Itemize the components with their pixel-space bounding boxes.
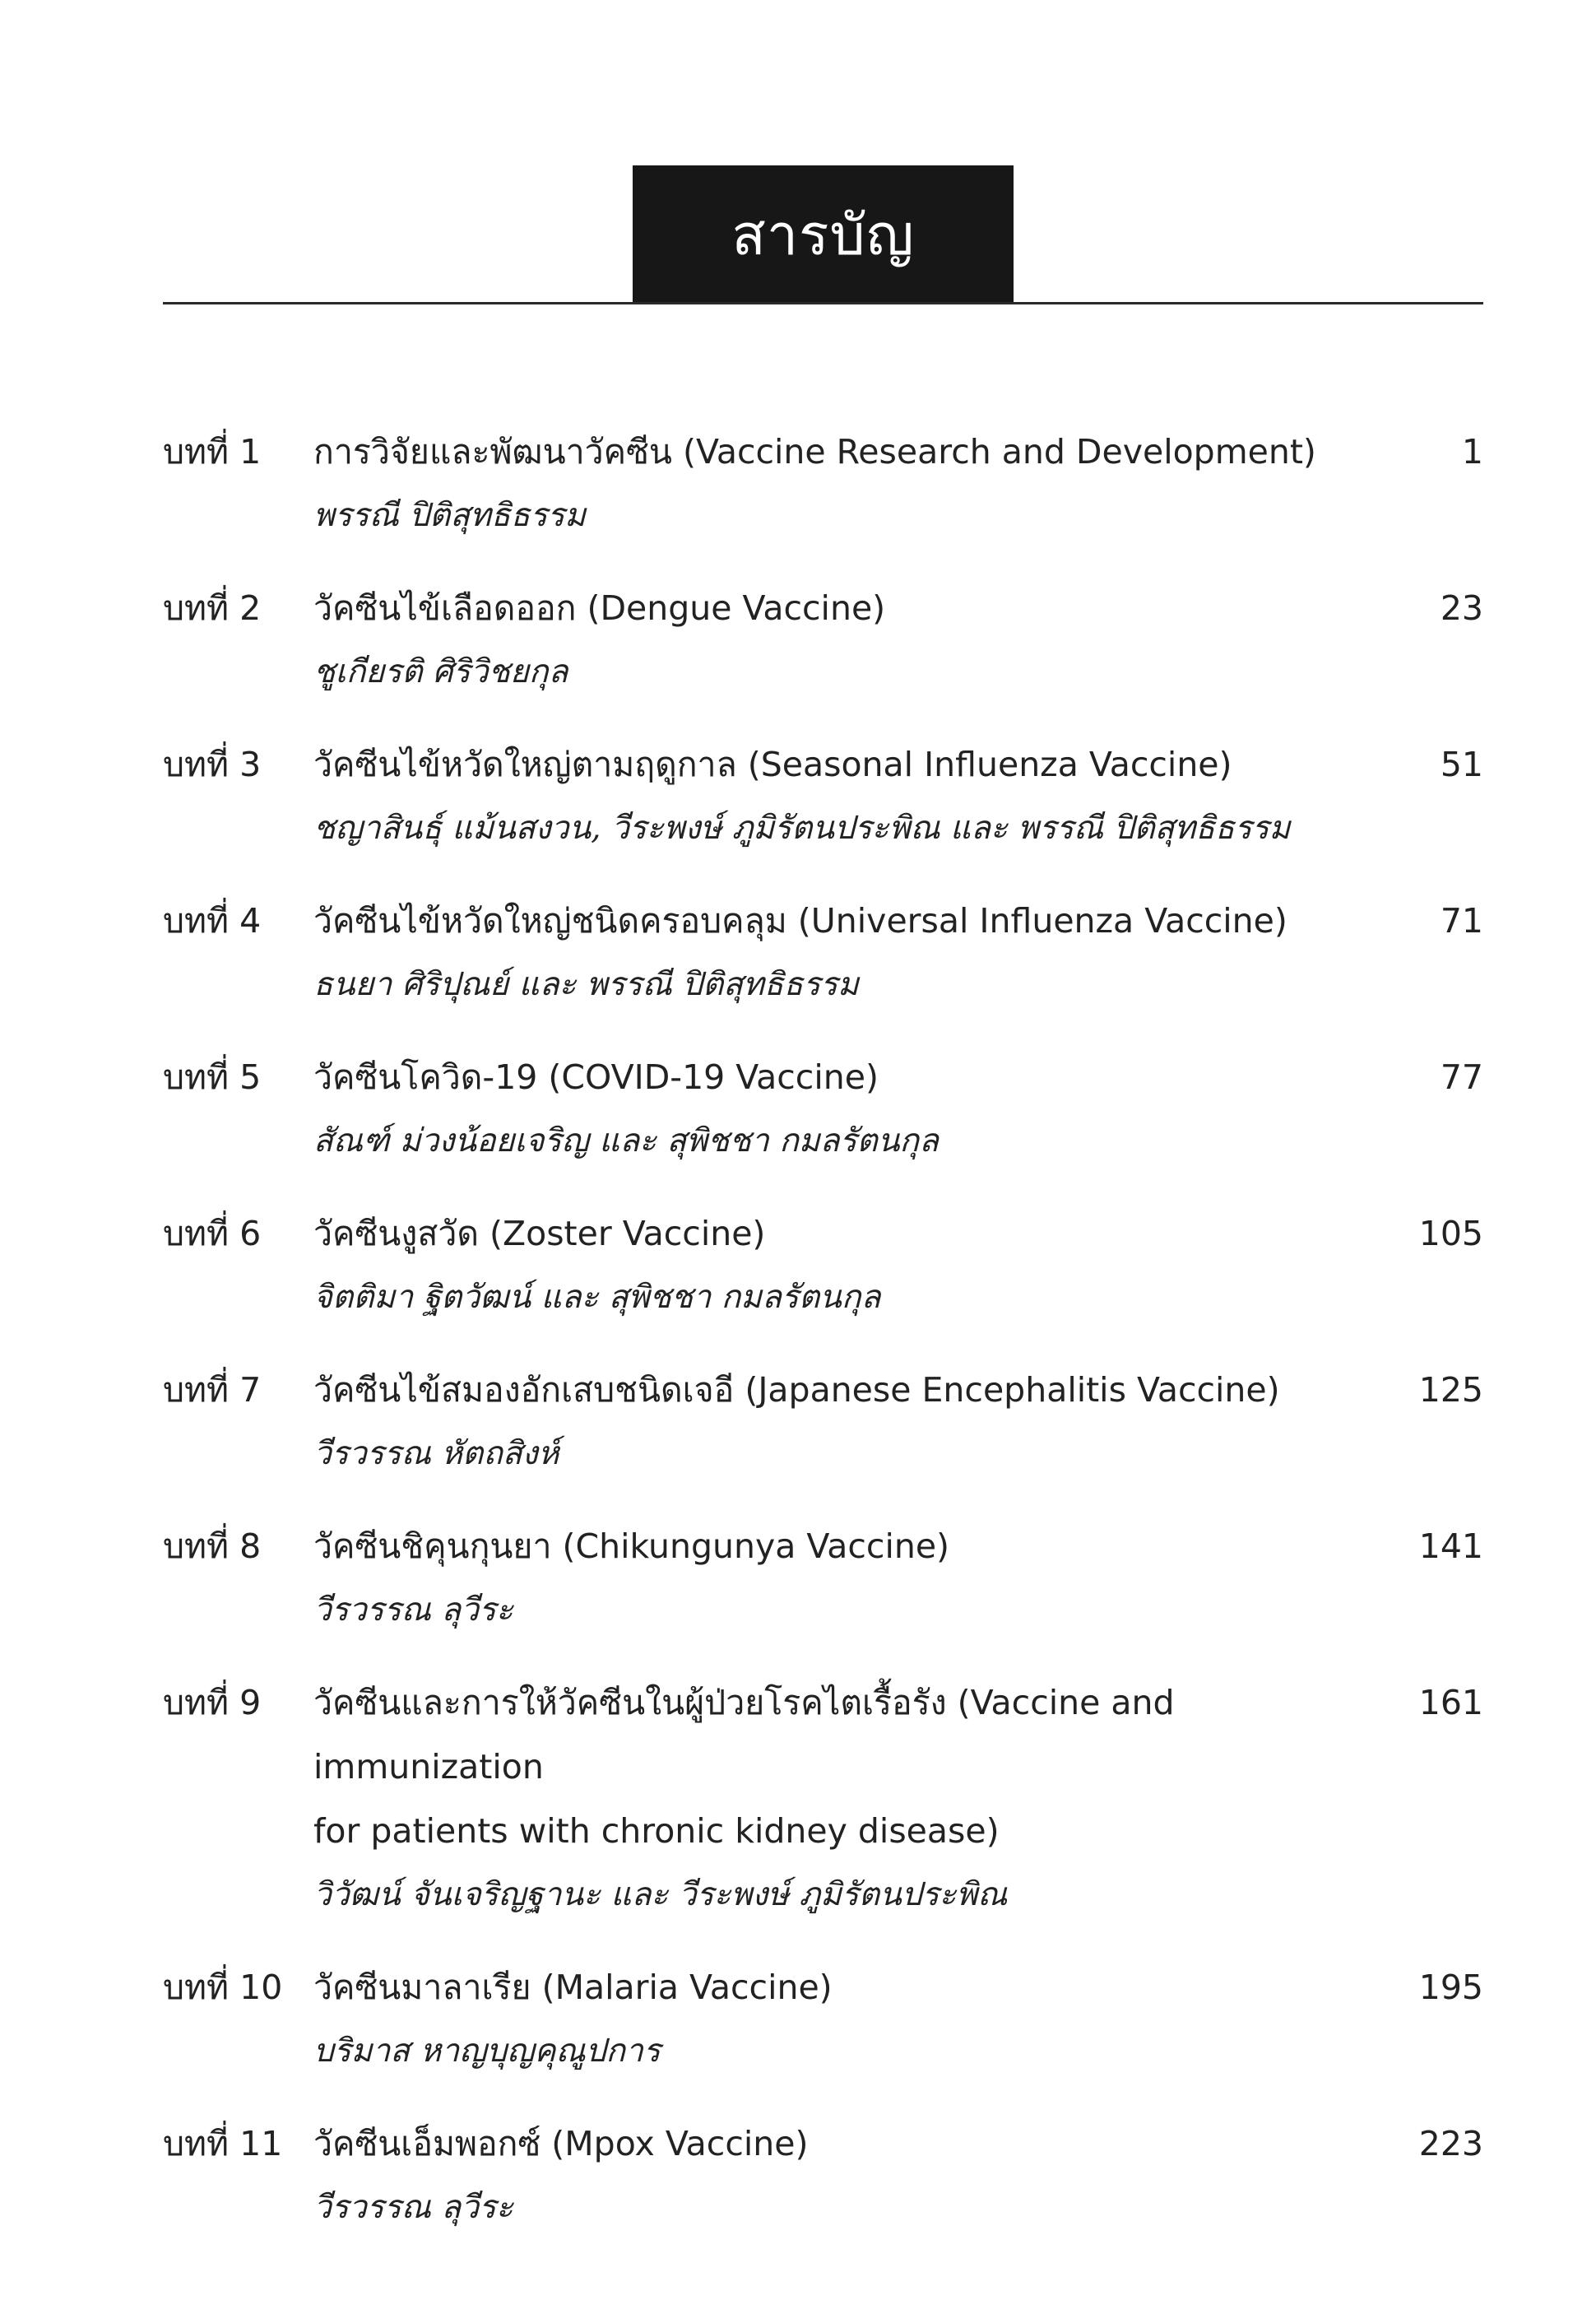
chapter-page-number: 105 [1418, 1214, 1483, 1253]
chapter-title: วัคซีนโควิด-19 (COVID-19 Vaccine) [313, 1057, 879, 1097]
toc-entry-9[interactable] [163, 1670, 1483, 1927]
toc-entry-11[interactable] [163, 2112, 1483, 2240]
toc-entry-1[interactable] [163, 420, 1483, 548]
chapter-authors: ชญาสินธุ์ แม้นสงวน, วีระพงษ์ ภูมิรัตนประพิณ และ พรรณี ปิติสุทธิธรรม [313, 810, 1291, 847]
chapter-number: บทที่ 2 [163, 588, 262, 628]
chapter-title: วัคซีนและการให้วัคซีนในผู้ป่วยโรคไตเรื้อรัง (Vaccine and immunization [313, 1683, 1175, 1787]
toc-entry-3[interactable] [163, 732, 1483, 861]
chapter-authors: วีรวรรณ ลุวีระ [313, 2189, 513, 2226]
chapter-authors: วีรวรรณ ลุวีระ [313, 1591, 513, 1629]
chapter-number: บทที่ 7 [163, 1370, 262, 1410]
chapter-page-number: 23 [1440, 588, 1483, 628]
toc-entry-4[interactable] [163, 889, 1483, 1017]
chapter-title: วัคซีนชิคุนกุนยา (Chikungunya Vaccine) [313, 1526, 950, 1566]
chapter-number: บทที่ 1 [163, 432, 262, 472]
chapter-number: บทที่ 8 [163, 1526, 262, 1566]
chapter-authors: ชูเกียรติ ศิริวิชยกุล [313, 653, 568, 690]
chapter-title: วัคซีนไข้หวัดใหญ่ชนิดครอบคลุม (Universal Influenza Vaccine) [313, 901, 1287, 941]
toc-entry-6[interactable] [163, 1201, 1483, 1330]
chapter-authors: วีรวรรณ หัตถสิงห์ [313, 1435, 559, 1472]
chapter-title: วัคซีนไข้เลือดออก (Dengue Vaccine) [313, 588, 886, 628]
toc-entry-2[interactable] [163, 576, 1483, 704]
chapter-title: การวิจัยและพัฒนาวัคซีน (Vaccine Research and Development) [313, 432, 1316, 472]
chapter-number: บทที่ 10 [163, 1968, 283, 2007]
chapter-authors: บริมาส หาญบุญคุณูปการ [313, 2033, 661, 2070]
chapter-page-number: 51 [1440, 745, 1483, 784]
chapter-authors: สัณฑ์ ม่วงน้อยเจริญ และ สุพิชชา กมลรัตนกุล [313, 1122, 939, 1159]
chapter-number: บทที่ 4 [163, 901, 262, 941]
chapter-page-number: 161 [1418, 1683, 1483, 1722]
chapter-page-number: 1 [1461, 432, 1483, 472]
chapter-title-continued: for patients with chronic kidney disease) [313, 1811, 1000, 1851]
chapter-authors: ธนยา ศิริปุณย์ และ พรรณี ปิติสุทธิธรรม [313, 966, 859, 1003]
toc-entry-10[interactable] [163, 1955, 1483, 2084]
chapter-title: วัคซีนไข้หวัดใหญ่ตามฤดูกาล (Seasonal Influenza Vaccine) [313, 745, 1232, 784]
chapter-authors: พรรณี ปิติสุทธิธรรม [313, 497, 586, 534]
chapter-title: วัคซีนไข้สมองอักเสบชนิดเจอี (Japanese Encephalitis Vaccine) [313, 1370, 1280, 1410]
chapter-page-number: 223 [1418, 2124, 1483, 2163]
title-rule [163, 302, 1483, 304]
chapter-number: บทที่ 9 [163, 1683, 262, 1722]
page-title: สารบัญ [633, 165, 1014, 304]
chapter-number: บทที่ 5 [163, 1057, 262, 1097]
chapter-page-number: 71 [1440, 901, 1483, 941]
chapter-number: บทที่ 3 [163, 745, 262, 784]
chapter-page-number: 141 [1418, 1526, 1483, 1566]
toc-entry-7[interactable] [163, 1358, 1483, 1486]
chapter-page-number: 195 [1418, 1968, 1483, 2007]
chapter-number: บทที่ 6 [163, 1214, 262, 1253]
chapter-authors: วิวัฒน์ จันเจริญฐานะ และ วีระพงษ์ ภูมิรัตนประพิณ [313, 1876, 1008, 1913]
chapter-authors: จิตติมา ฐิตวัฒน์ และ สุพิชชา กมลรัตนกุล [313, 1279, 881, 1316]
chapter-page-number: 125 [1418, 1370, 1483, 1410]
chapter-page-number: 77 [1440, 1057, 1483, 1097]
chapter-title: วัคซีนงูสวัด (Zoster Vaccine) [313, 1214, 766, 1253]
table-of-contents [163, 420, 1483, 2268]
chapter-number: บทที่ 11 [163, 2124, 283, 2163]
toc-entry-5[interactable] [163, 1045, 1483, 1173]
toc-entry-8[interactable] [163, 1514, 1483, 1643]
chapter-title: วัคซีนเอ็มพอกซ์ (Mpox Vaccine) [313, 2124, 809, 2163]
chapter-title: วัคซีนมาลาเรีย (Malaria Vaccine) [313, 1968, 833, 2007]
